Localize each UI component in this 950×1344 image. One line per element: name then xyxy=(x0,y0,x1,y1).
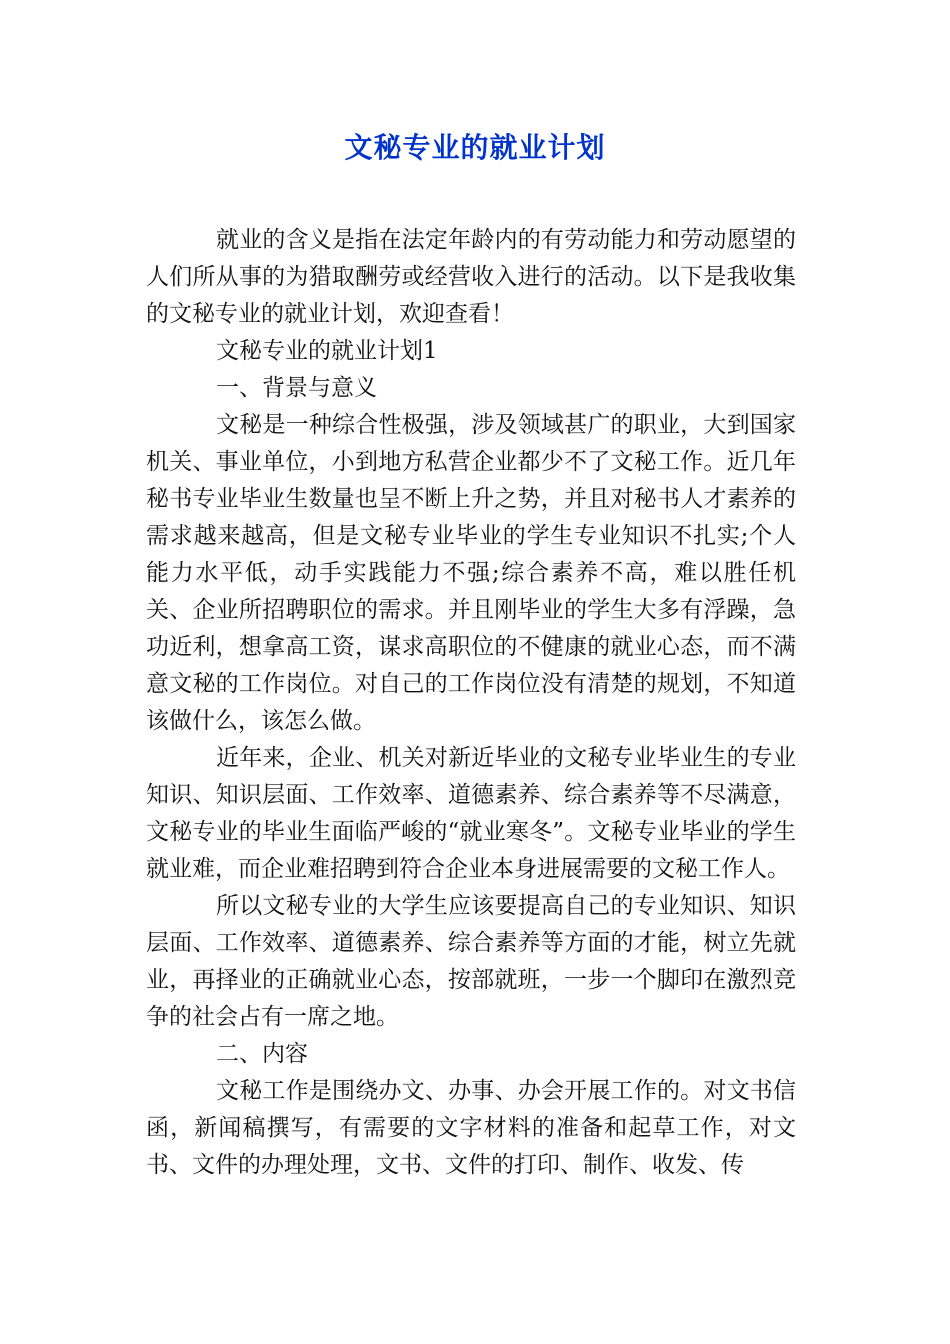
background-paragraph-2: 近年来，企业、机关对新近毕业的文秘专业毕业生的专业知识、知识层面、工作效率、道德素养、综合素养等不尽满意，文秘专业的毕业生面临严峻的“就业寒冬”。文秘专业毕业的学生就业难，而企业难招聘到符合企业本身进展需要的文秘工作人。 xyxy=(146,745,796,882)
background-paragraph-3: 所以文秘专业的大学生应该要提高自己的专业知识、知识层面、工作效率、道德素养、综合素养等方面的才能，树立先就业，再择业的正确就业心态，按部就班，一步一个脚印在激烈竞争的社会占有一席之地。 xyxy=(146,893,796,1030)
section-heading-background: 一、背景与意义 xyxy=(216,375,377,401)
plan-heading: 文秘专业的就业计划1 xyxy=(216,338,438,364)
content-paragraph-1: 文秘工作是围绕办文、办事、办会开展工作的。对文书信函，新闻稿撰写，有需要的文字材料的准备和起草工作，对文书、文件的办理处理，文书、文件的打印、制作、收发、传 xyxy=(146,1078,796,1178)
background-paragraph-1: 文秘是一种综合性极强，涉及领域甚广的职业，大到国家机关、事业单位，小到地方私营企业都少不了文秘工作。近几年秘书专业毕业生数量也呈不断上升之势，并且对秘书人才素养的需求越来越高，但是文秘专业毕业的学生专业知识不扎实;个人能力水平低，动手实践能力不强;综合素养不高，难以胜任机关、企业所招聘职位的需求。并且刚毕业的学生大多有浮躁，急功近利，想拿高工资，谋求高职位的不健康的就业心态，而不满意文秘的工作岗位。对自己的工作岗位没有清楚的规划，不知道该做什么，该怎么做。 xyxy=(146,412,796,734)
intro-paragraph: 就业的含义是指在法定年龄内的有劳动能力和劳动愿望的人们所从事的为猎取酬劳或经营收入进行的活动。以下是我收集的文秘专业的就业计划，欢迎查看！ xyxy=(146,227,796,327)
document-body xyxy=(146,222,796,1184)
section-heading-content: 二、内容 xyxy=(216,1041,308,1067)
document-title: 文秘专业的就业计划 xyxy=(344,131,606,164)
